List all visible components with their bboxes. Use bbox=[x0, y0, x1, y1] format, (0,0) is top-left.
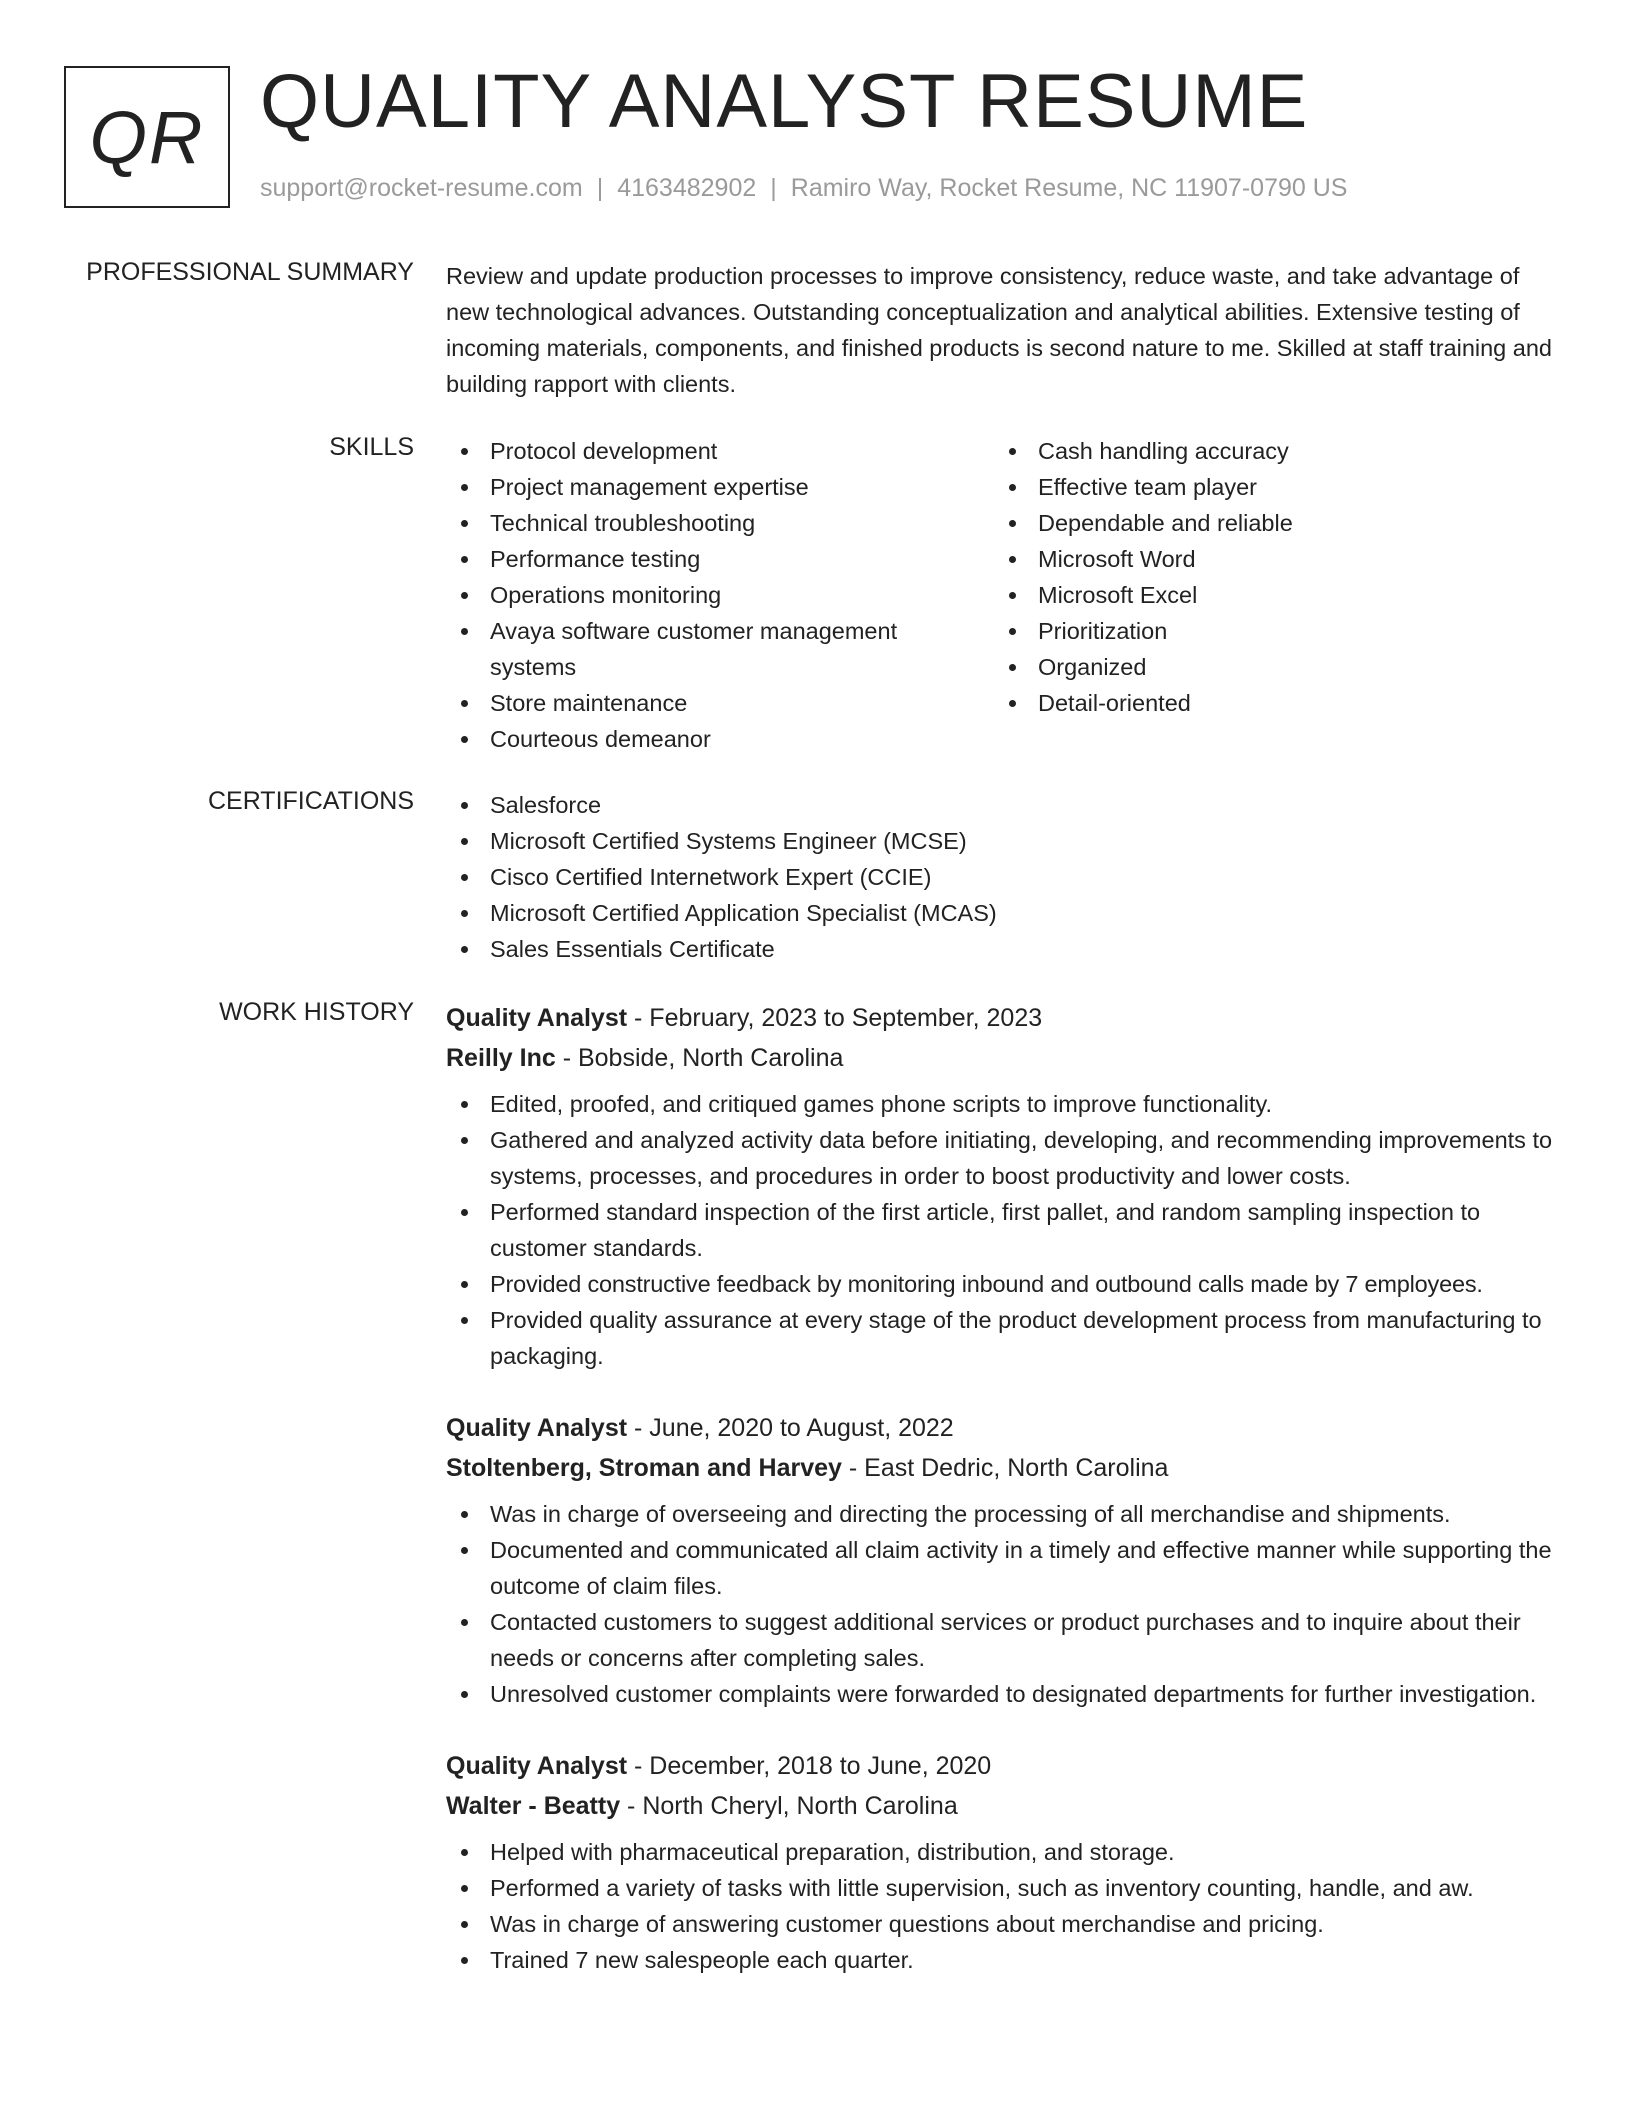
job-title: Quality Analyst bbox=[446, 1752, 628, 1780]
job-company-line bbox=[446, 1038, 1556, 1078]
job-duty: Unresolved customer complaints were forwarded to designated departments for further investigation. bbox=[446, 1676, 1556, 1712]
contact-email: support@rocket-resume.com bbox=[260, 174, 583, 202]
skills-body bbox=[446, 433, 1556, 757]
job-duties-list bbox=[446, 1496, 1556, 1712]
certification-item: Sales Essentials Certificate bbox=[446, 931, 1556, 967]
job-title-line bbox=[446, 1408, 1556, 1448]
skills-list-left bbox=[446, 433, 994, 757]
certifications-body bbox=[446, 787, 1556, 967]
job-location: - Bobside, North Carolina bbox=[555, 1044, 844, 1072]
job-duty: Trained 7 new salespeople each quarter. bbox=[446, 1942, 1556, 1978]
section-label-certifications: CERTIFICATIONS bbox=[207, 787, 414, 815]
certification-item: Microsoft Certified Systems Engineer (MCSE) bbox=[446, 823, 1556, 859]
job-duty: Edited, proofed, and critiqued games phone scripts to improve functionality. bbox=[446, 1086, 1556, 1122]
job-location: - East Dedric, North Carolina bbox=[841, 1454, 1169, 1482]
skill-item: Detail-oriented bbox=[994, 685, 1534, 721]
skill-item: Protocol development bbox=[446, 433, 994, 469]
certification-item: Salesforce bbox=[446, 787, 1556, 823]
job-duty: Performed standard inspection of the first article, first pallet, and random sampling inspection to customer standards. bbox=[446, 1194, 1556, 1266]
job-duty: Contacted customers to suggest additional services or product purchases and to inquire about their needs or concerns after completing sales. bbox=[446, 1604, 1556, 1676]
job-entry bbox=[446, 1746, 1556, 1978]
job-duties-list bbox=[446, 1834, 1556, 1978]
skills-list-right bbox=[994, 433, 1534, 757]
skill-item: Prioritization bbox=[994, 613, 1534, 649]
job-company-line bbox=[446, 1786, 1556, 1826]
skill-item: Project management expertise bbox=[446, 469, 994, 505]
monogram-logo bbox=[64, 66, 230, 208]
job-title: Quality Analyst bbox=[446, 1414, 628, 1442]
certifications-list bbox=[446, 787, 1556, 967]
job-duty: Provided constructive feedback by monitoring inbound and outbound calls made by 7 employees. bbox=[446, 1266, 1556, 1302]
job-duty: Gathered and analyzed activity data before initiating, developing, and recommending improvements to systems, processes, and procedures in order to boost productivity and lower costs. bbox=[446, 1122, 1556, 1194]
certification-item: Microsoft Certified Application Specialist (MCAS) bbox=[446, 895, 1556, 931]
job-title-line bbox=[446, 998, 1556, 1038]
monogram-text: QR bbox=[89, 95, 205, 179]
skill-item: Store maintenance bbox=[446, 685, 994, 721]
job-duty: Was in charge of overseeing and directing the processing of all merchandise and shipments. bbox=[446, 1496, 1556, 1532]
job-company-line bbox=[446, 1448, 1556, 1488]
contact-phone: 4163482902 bbox=[617, 174, 757, 202]
job-title-line bbox=[446, 1746, 1556, 1786]
job-duty: Helped with pharmaceutical preparation, distribution, and storage. bbox=[446, 1834, 1556, 1870]
resume-title: QUALITY ANALYST RESUME bbox=[260, 59, 1309, 144]
skill-item: Microsoft Excel bbox=[994, 577, 1534, 613]
skill-item: Operations monitoring bbox=[446, 577, 994, 613]
contact-address: Ramiro Way, Rocket Resume, NC 11907-0790 US bbox=[790, 174, 1348, 202]
job-entry bbox=[446, 998, 1556, 1374]
section-label-summary: PROFESSIONAL SUMMARY bbox=[86, 258, 414, 286]
skill-item: Microsoft Word bbox=[994, 541, 1534, 577]
job-company: Walter - Beatty bbox=[446, 1792, 621, 1820]
job-duty: Documented and communicated all claim activity in a timely and effective manner while supporting the outcome of claim files. bbox=[446, 1532, 1556, 1604]
job-duties-list bbox=[446, 1086, 1556, 1374]
job-title: Quality Analyst bbox=[446, 1004, 628, 1032]
skills-columns bbox=[446, 433, 1556, 757]
skill-item: Dependable and reliable bbox=[994, 505, 1534, 541]
job-duty: Provided quality assurance at every stage of the product development process from manufacturing to packaging. bbox=[446, 1302, 1556, 1374]
skill-item: Effective team player bbox=[994, 469, 1534, 505]
contact-separator: | bbox=[770, 174, 777, 202]
job-dates: - February, 2023 to September, 2023 bbox=[627, 1004, 1043, 1032]
skill-item: Cash handling accuracy bbox=[994, 433, 1534, 469]
skill-item: Technical troubleshooting bbox=[446, 505, 994, 541]
job-company: Stoltenberg, Stroman and Harvey bbox=[446, 1454, 842, 1482]
section-label-skills: SKILLS bbox=[329, 433, 414, 461]
certification-item: Cisco Certified Internetwork Expert (CCIE) bbox=[446, 859, 1556, 895]
job-dates: - December, 2018 to June, 2020 bbox=[627, 1752, 992, 1780]
job-location: - North Cheryl, North Carolina bbox=[620, 1792, 958, 1820]
contact-line bbox=[260, 174, 1347, 203]
job-duty: Was in charge of answering customer questions about merchandise and pricing. bbox=[446, 1906, 1556, 1942]
work-history-body bbox=[446, 998, 1556, 1978]
contact-separator: | bbox=[596, 174, 604, 202]
job-company: Reilly Inc bbox=[446, 1044, 556, 1072]
skill-item: Organized bbox=[994, 649, 1534, 685]
skill-item: Avaya software customer management systems bbox=[446, 613, 916, 685]
job-duty: Performed a variety of tasks with little supervision, such as inventory counting, handle, and aw. bbox=[446, 1870, 1556, 1906]
section-label-work-history: WORK HISTORY bbox=[219, 998, 414, 1026]
summary-text: Review and update production processes to improve consistency, reduce waste, and take advantage of new technological advances. Outstanding conceptualization and analytical abilities. Extensive testing of incoming materials, components, and finished products is second nature to me. Skilled at staff training and building rapport with clients. bbox=[446, 263, 1552, 397]
skill-item: Courteous demeanor bbox=[446, 721, 994, 757]
job-entry bbox=[446, 1408, 1556, 1712]
job-dates: - June, 2020 to August, 2022 bbox=[627, 1414, 954, 1442]
skill-item: Performance testing bbox=[446, 541, 994, 577]
